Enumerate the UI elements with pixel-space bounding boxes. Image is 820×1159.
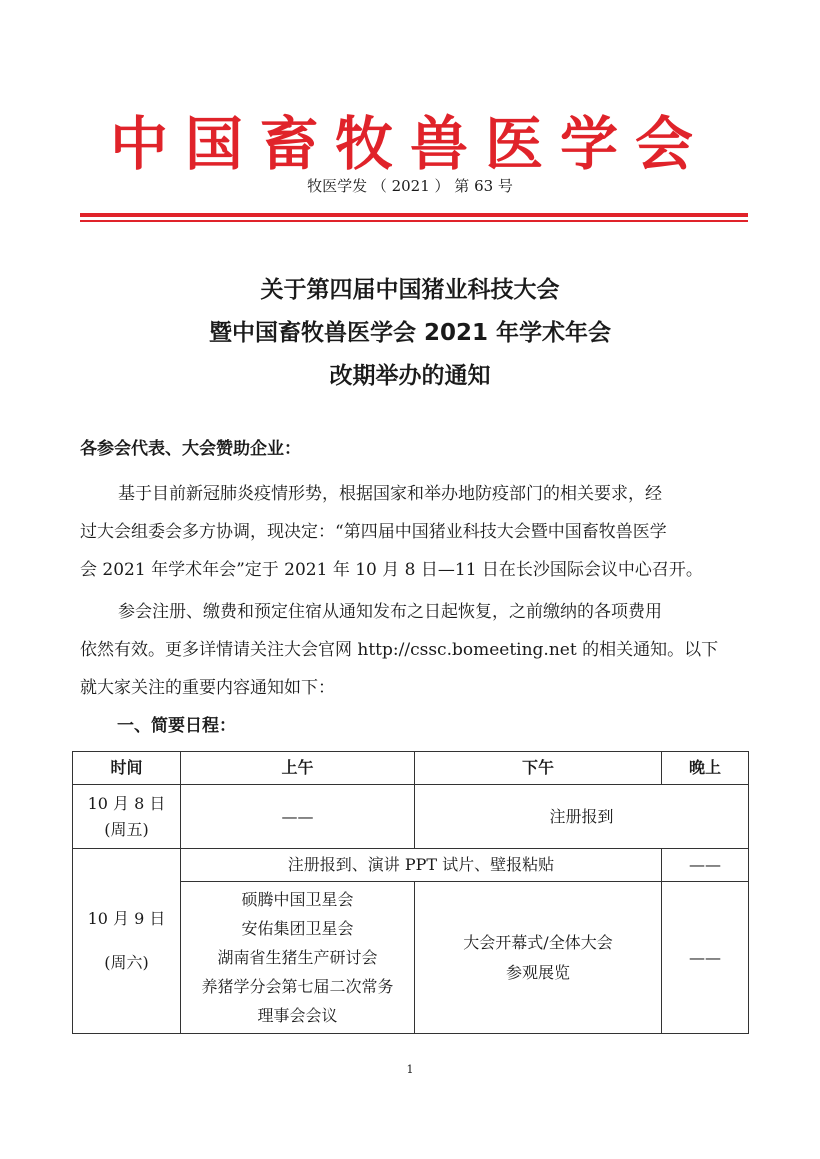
salutation: 各参会代表、大会赞助企业： bbox=[80, 439, 301, 459]
title-line-3: 改期举办的通知 bbox=[329, 363, 491, 389]
paragraph2-line2: 依然有效。更多详情请关注大会官网 http://cssc.bomeeting.net 的相关通知。以下 bbox=[80, 640, 719, 660]
table-row bbox=[73, 849, 749, 882]
day2-date-cell bbox=[73, 849, 181, 1034]
title-line-2: 暨中国畜牧兽医学会 2021 年学术年会 bbox=[208, 320, 612, 346]
day1-date: 10 月 8 日 bbox=[87, 793, 166, 813]
day2-row1-evening: —— bbox=[662, 849, 749, 882]
header-red-rule-thin bbox=[80, 220, 748, 222]
day2-morning-line4: 养猪学分会第七届二次常务 bbox=[201, 977, 394, 996]
organization-name: 中国畜牧兽医学会 bbox=[109, 110, 710, 178]
day2-afternoon-line1: 大会开幕式/全体大会 bbox=[463, 932, 613, 952]
table-row bbox=[73, 785, 749, 849]
header-red-rule-thick bbox=[80, 213, 748, 217]
day2-afternoon bbox=[415, 882, 662, 1034]
day1-afternoon-evening: 注册报到 bbox=[415, 785, 749, 849]
header-evening: 晚上 bbox=[662, 752, 749, 785]
day2-morning bbox=[181, 882, 415, 1034]
day2-morning-line5: 理事会会议 bbox=[257, 1006, 338, 1025]
header-afternoon: 下午 bbox=[415, 752, 662, 785]
page-number: 1 bbox=[406, 1063, 414, 1076]
day2-evening: —— bbox=[662, 882, 749, 1034]
paragraph1-line2: 过大会组委会多方协调，现决定：“第四届中国猪业科技大会暨中国畜牧兽医学 bbox=[80, 522, 667, 542]
day2-weekday: (周六) bbox=[104, 953, 149, 972]
paragraph2-line1: 参会注册、缴费和预定住宿从通知发布之日起恢复，之前缴纳的各项费用 bbox=[118, 602, 662, 622]
day2-date: 10 月 9 日 bbox=[87, 909, 166, 928]
header-morning: 上午 bbox=[181, 752, 415, 785]
day2-morning-line2: 安佑集团卫星会 bbox=[241, 919, 354, 938]
paragraph1-line3: 会 2021 年学术年会”定于 2021 年 10 月 8 日—11 日在长沙国际会议中心召开。 bbox=[80, 560, 703, 580]
paragraph1-line1: 基于目前新冠肺炎疫情形势，根据国家和举办地防疫部门的相关要求，经 bbox=[118, 484, 662, 504]
document-number: 牧医学发 （ 2021 ） 第 63 号 bbox=[307, 177, 513, 195]
header-time: 时间 bbox=[73, 752, 181, 785]
day2-morning-line1: 硕腾中国卫星会 bbox=[241, 890, 354, 909]
day2-afternoon-line2: 参观展览 bbox=[505, 962, 570, 982]
day2-morning-line3: 湖南省生猪生产研讨会 bbox=[217, 948, 378, 967]
title-line-1: 关于第四届中国猪业科技大会 bbox=[260, 277, 560, 303]
day1-morning: —— bbox=[181, 785, 415, 849]
day1-date-cell bbox=[73, 785, 181, 849]
day1-weekday: (周五) bbox=[104, 819, 149, 839]
schedule-table bbox=[72, 751, 749, 1034]
day2-registration-span: 注册报到、演讲 PPT 试片、壁报粘贴 bbox=[181, 849, 662, 882]
paragraph2-line3: 就大家关注的重要内容通知如下： bbox=[80, 678, 335, 698]
section-heading-schedule: 一、简要日程： bbox=[117, 716, 236, 736]
table-header-row bbox=[73, 752, 749, 785]
